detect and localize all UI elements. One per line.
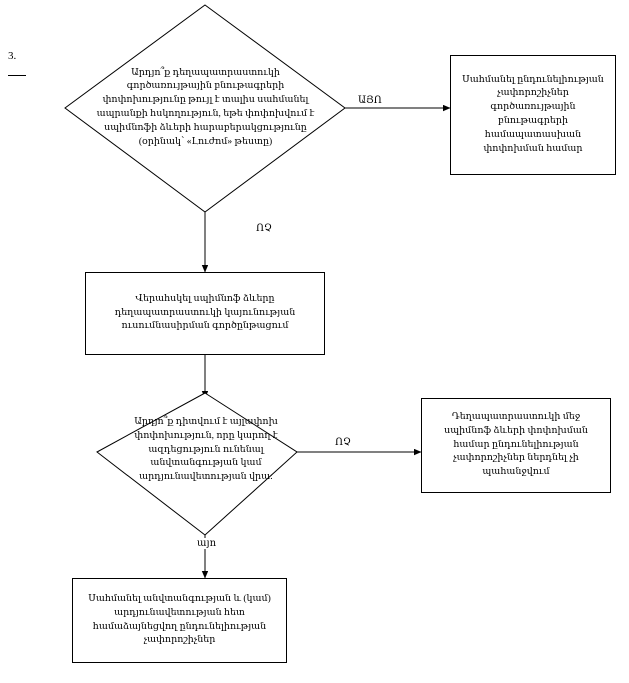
edge-label-no-1: ՈՉ (256, 223, 272, 234)
edge-label-yes-1: ԱՅՈ (358, 95, 382, 106)
process-node-right-1 (450, 55, 616, 175)
edge-label-yes-2: այո (197, 538, 217, 549)
decision-node-1 (88, 38, 323, 178)
process-node-right-2-label: Դեղապատրաստուկի մեջ սպիմնոֆ ձևերի փոփոխման համար ընդունելիության չափորոշիչներ ներդնել չի պահանջվում (444, 412, 588, 478)
process-node-right-1-label: Սահմանել ընդունելիության չափորոշիչներ գործառույթային բնութագրերի համապատասխան փոփոխման համար (462, 74, 604, 154)
process-node-2-label: Վերահսկել սպիմնոֆ ձևերը դեղապատրաստուկի կայունության ուսումնասիրման գործընթացում (114, 293, 296, 332)
decision-node-2-label: Արդյո՞ք դիտվում է այլափոխ փոփոխություն, որը կարող է ազդեցություն ունենալ անվտանգության կամ արդյունավետության վրա: (134, 417, 278, 483)
page-number: 3. (8, 50, 17, 62)
process-node-right-2 (421, 398, 611, 493)
process-node-2 (85, 272, 325, 355)
decision-node-2 (122, 398, 290, 503)
decision-node-1-label: Արդյո՞ք դեղապատրաստուկի գործառույթային բնութագրերի փոփոխությունը թույլ է տալիս սահմանել ապրանքի հսկողություն, եթե փոփոխվում է սպիմնոֆի ձևերի հարաբերակցությունը (օրինակ՝ «Լուժոմ» թեստը) (96, 67, 315, 147)
edge-label-no-2: ՈՉ (335, 437, 351, 448)
process-node-bottom (72, 578, 287, 663)
process-node-bottom-label: Սահմանել անվտանգության և (կամ) արդյունավետության հետ համաձայնեցվող ընդունելիության չափորոշիչներ (88, 593, 271, 646)
